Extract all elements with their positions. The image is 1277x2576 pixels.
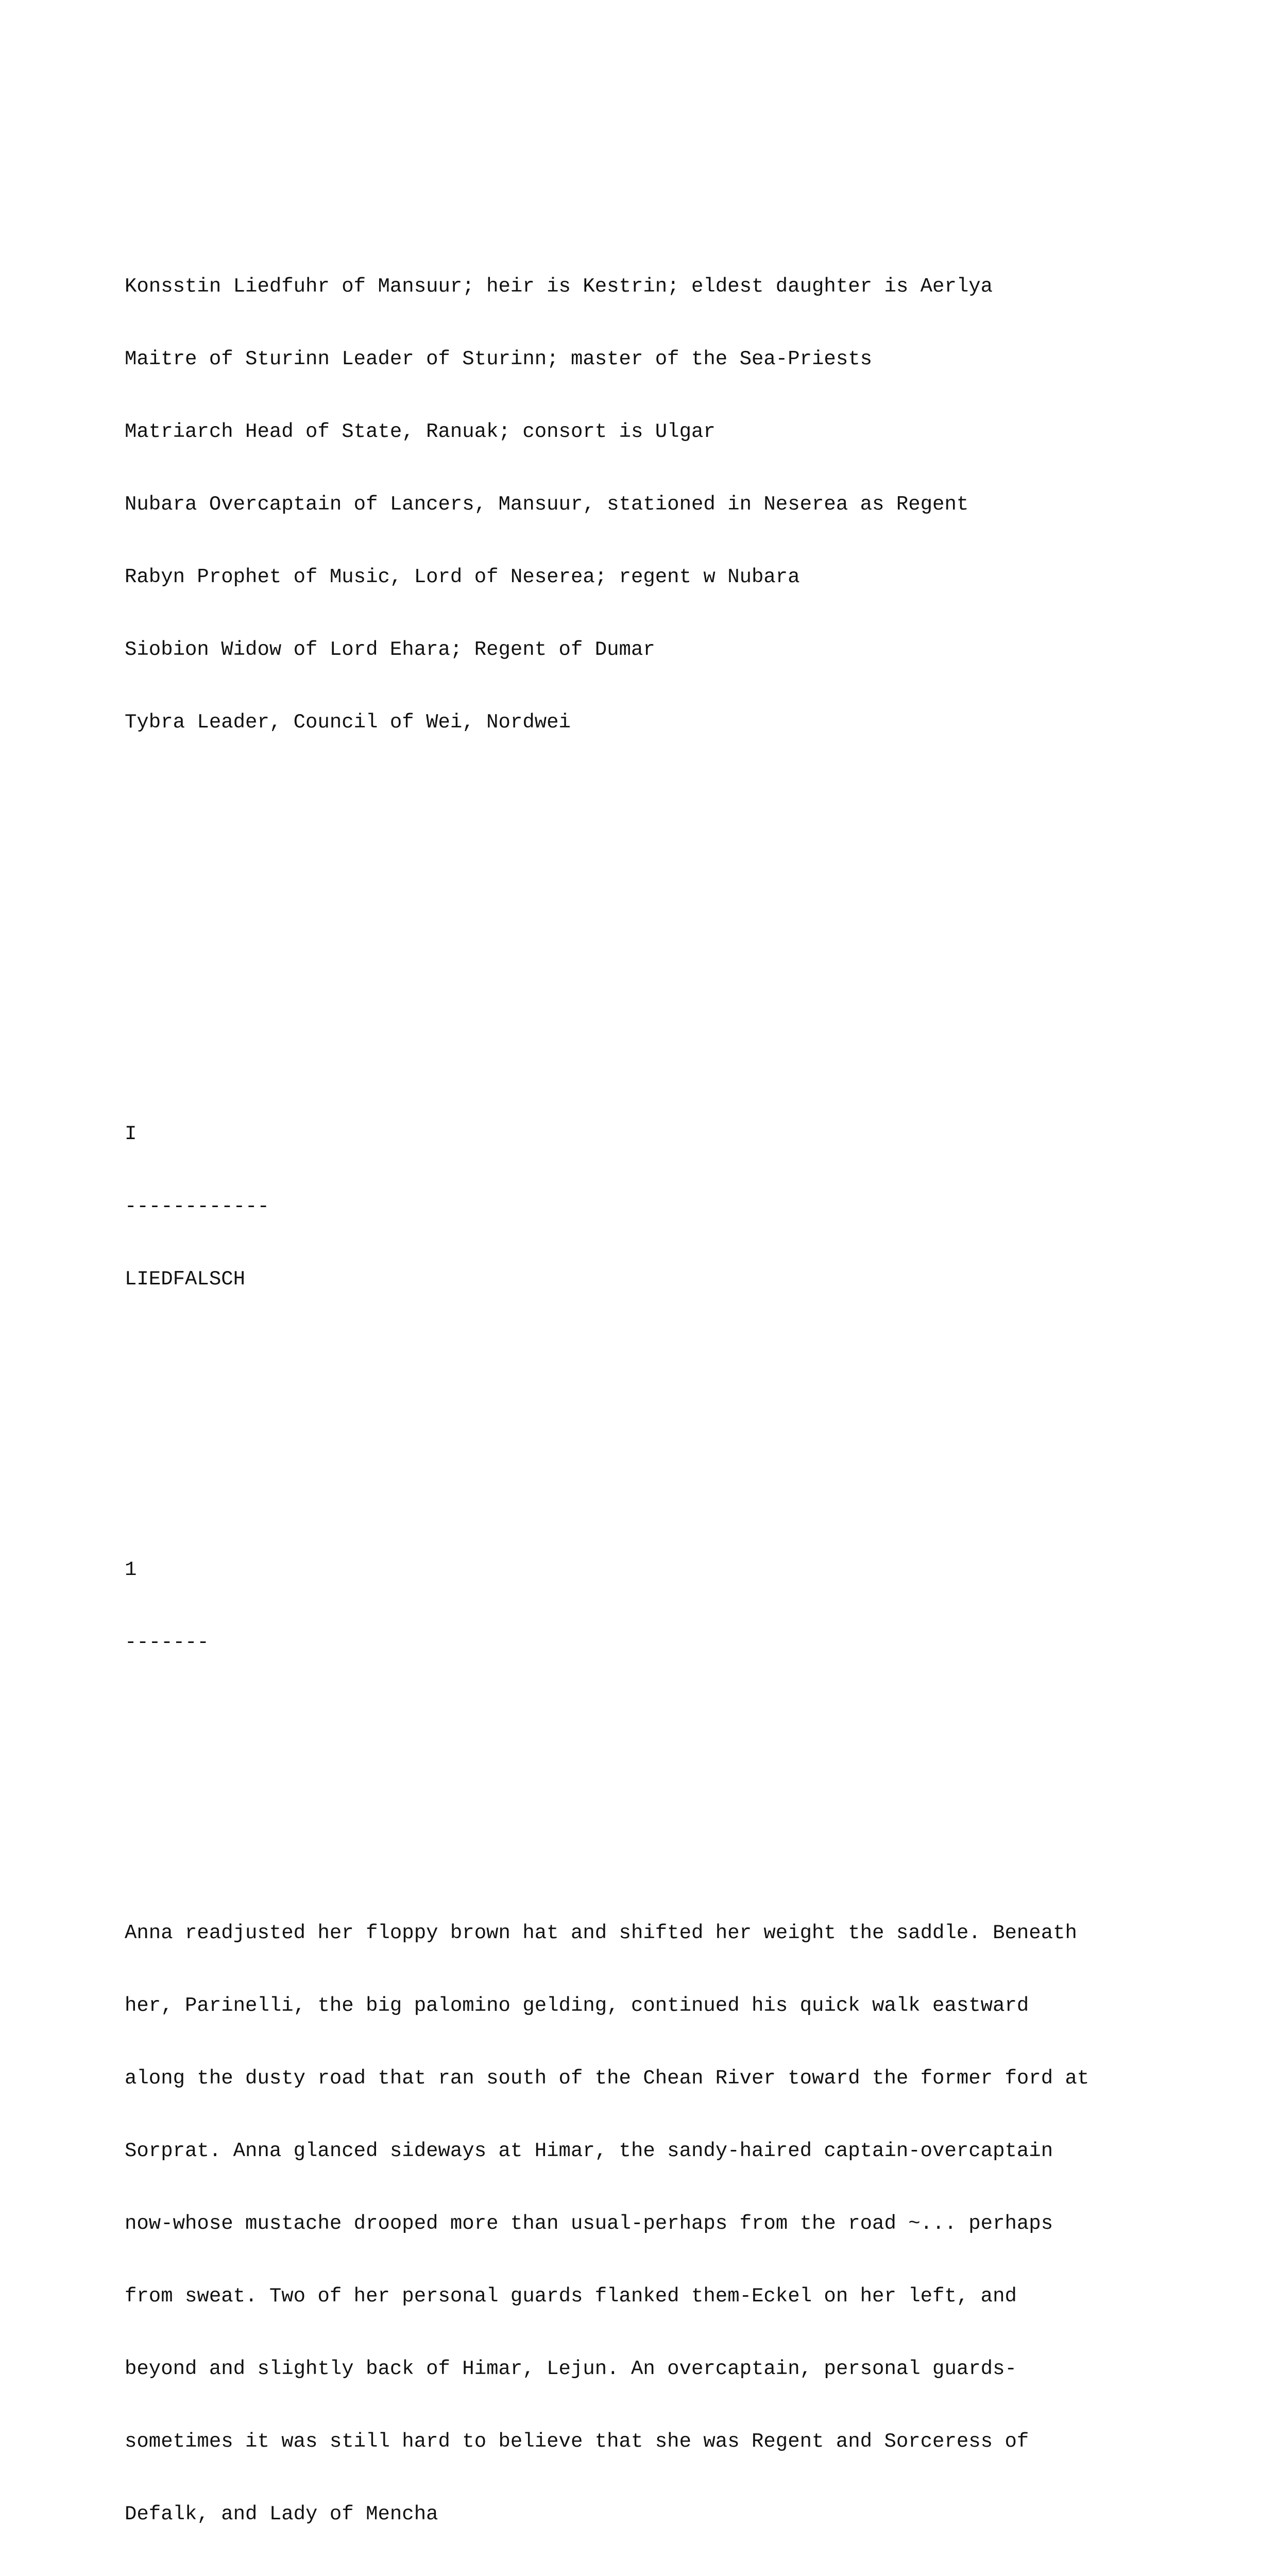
- text-line: from sweat. Two of her personal guards flanked them-Eckel on her left, and: [125, 2285, 1017, 2308]
- chapter-rule: -------: [125, 1631, 209, 1654]
- part-number: I: [125, 1123, 137, 1145]
- text-line: along the dusty road that ran south of the Chean River toward the former ford at: [125, 2067, 1089, 2090]
- chapter-heading: [125, 1510, 1186, 1703]
- glossary-entry: Tybra Leader, Council of Wei, Nordwei: [125, 711, 571, 734]
- glossary-entry: Nubara Overcaptain of Lancers, Mansuur, stationed in Neserea as Regent: [125, 493, 969, 516]
- part-rule: ------------: [125, 1195, 269, 1218]
- text-line: sometimes it was still hard to believe that she was Regent and Sorceress of: [125, 2430, 1029, 2453]
- glossary-entry: Maitre of Sturinn Leader of Sturinn; master of the Sea-Priests: [125, 348, 873, 370]
- document-page: [125, 154, 1186, 2576]
- glossary-entry: Matriarch Head of State, Ranuak; consort is Ulgar: [125, 420, 716, 443]
- part-heading: [125, 1074, 1186, 1340]
- text-line: Defalk, and Lady of Mencha: [125, 2503, 438, 2526]
- part-title: LIEDFALSCH: [125, 1268, 246, 1291]
- chapter-number: 1: [125, 1558, 137, 1581]
- glossary-entry: Siobion Widow of Lord Ehara; Regent of Dumar: [125, 638, 655, 661]
- glossary-entry: Konsstin Liedfuhr of Mansuur; heir is Kestrin; eldest daughter is Aerlya: [125, 275, 993, 298]
- text-line: beyond and slightly back of Himar, Lejun. An overcaptain, personal guards-: [125, 2358, 1017, 2380]
- glossary-entry: Rabyn Prophet of Music, Lord of Neserea; regent w Nubara: [125, 566, 800, 588]
- text-line: Sorprat. Anna glanced sideways at Himar, the sandy-haired captain-overcaptain: [125, 2140, 1053, 2162]
- text-line: Anna readjusted her floppy brown hat and shifted her weight the saddle. Beneath: [125, 1922, 1077, 1944]
- text-line: now-whose mustache drooped more than usual-perhaps from the road ~... perhaps: [125, 2212, 1053, 2235]
- text-line: her, Parinelli, the big palomino gelding, continued his quick walk eastward: [125, 1994, 1029, 2017]
- paragraph: [125, 1873, 1186, 2575]
- character-glossary: [125, 226, 1186, 783]
